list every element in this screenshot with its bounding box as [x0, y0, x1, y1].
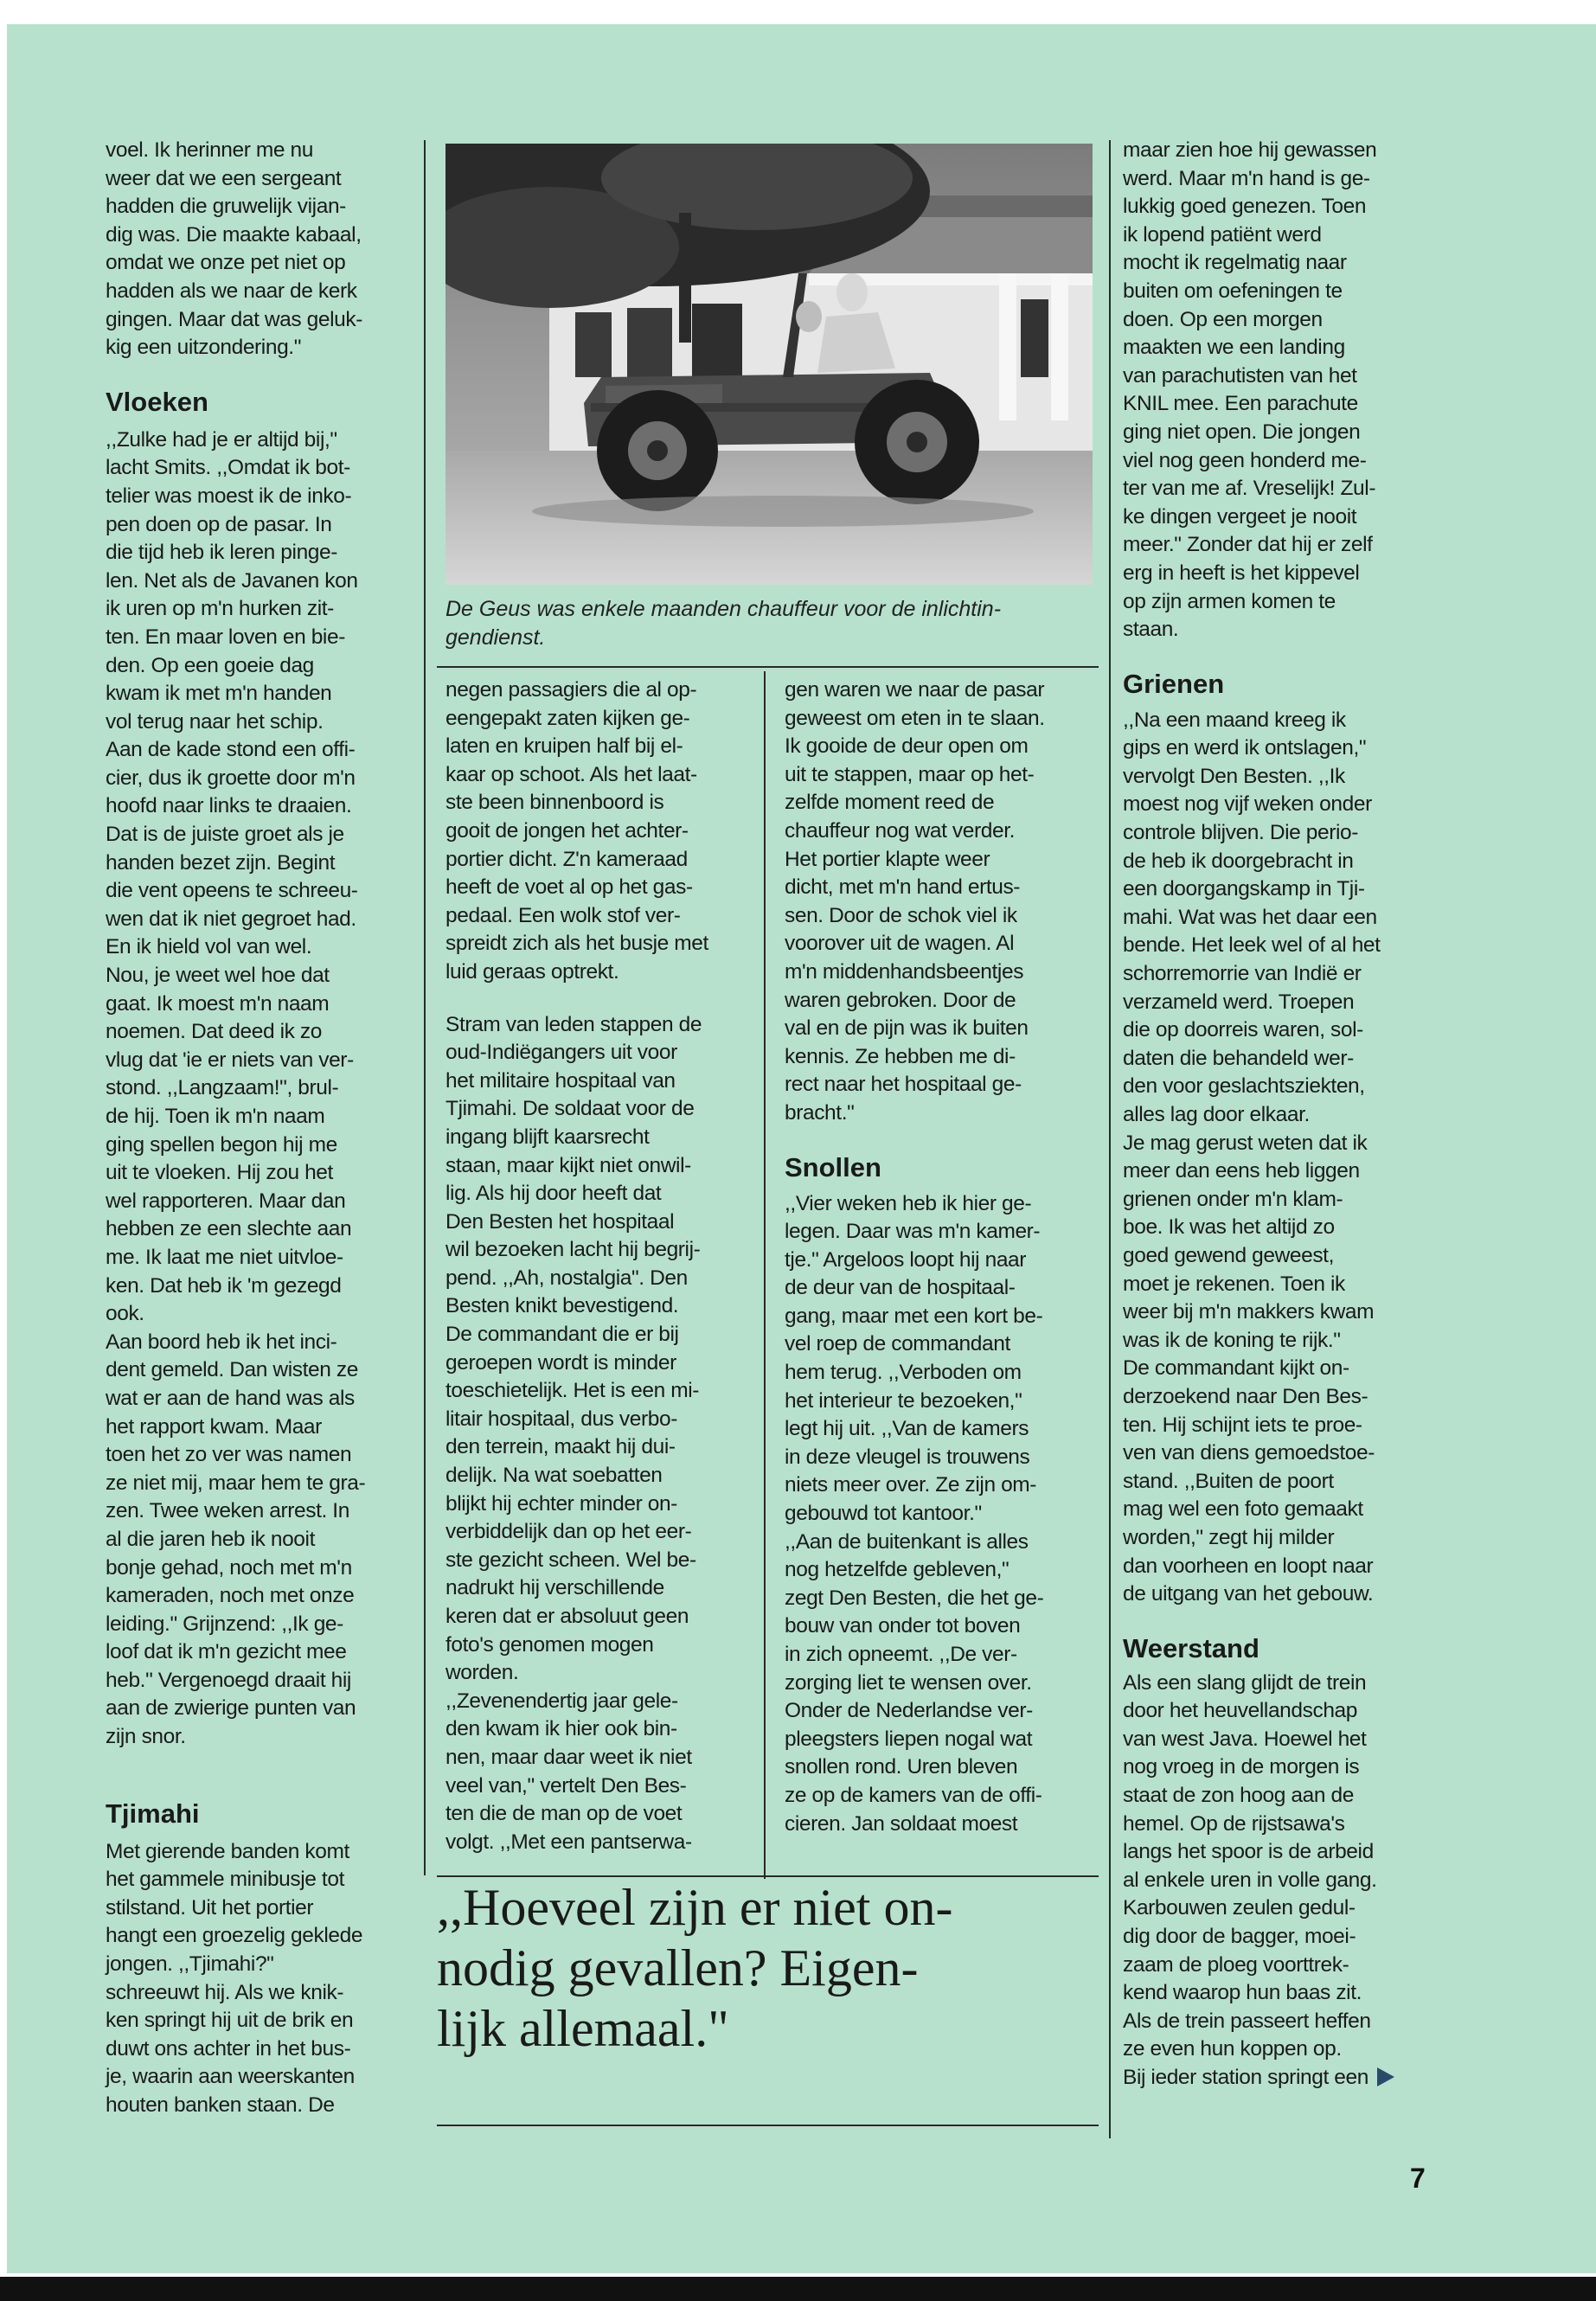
- column-divider-1: [424, 140, 426, 1875]
- col4-last-line-text: Bij ieder station springt een: [1123, 2066, 1368, 2089]
- heading-weerstand: Weerstand: [1123, 1632, 1259, 1663]
- col4-body-text-2: ,,Na een maand kreeg ik gips en werd ik ontslagen," vervolgt Den Besten. ,,Ik moest nog vijf weken onder controle blijven. Die perio- de heb ik doorgebracht in een doorgangskamp in Tji- mahi. Wat was het daar een bende. Het leek wel of al het schorremorrie van Indië er verzameld werd. Troepen die op doorreis waren, sol- daten die behandeld wer- den voor geslachtsziekten, alles lag door elkaar. Je mag gerust weten dat ik meer dan eens heb liggen grienen onder m'n klam- boe. Ik was het altijd zo goed gewend geweest, moet je rekenen. Toen ik weer bij m'n makkers kwam was ik de koning te rijk." De commandant kijkt on- derzoekend naar Den Bes- ten. Hij schijnt iets te proe- ven van diens gemoedstoe- stand. ,,Buiten de poort mag wel een foto gemaakt worden," zegt hij milder dan voorheen en loopt naar de uitgang van het gebouw.: [1123, 708, 1381, 1606]
- col4-body-text-3: Als een slang glijdt de trein door het heuvellandschap van west Java. Hoewel het nog vroeg in de morgen is staat de zon hoog aan de hemel. Op de rijstsawa's langs het spoor is de arbeid al enkele uren in volle gang. Karbouwen zeulen gedul- dig door de bagger, moei- zaam de ploeg voorttrek- kend waarop hun baas zit. Als de trein passeert heffen ze even hun koppen op.: [1123, 1670, 1377, 2061]
- col3-body-text-2: ,,Vier weken heb ik hier ge- legen. Daar was m'n kamer- tje." Argeloos loopt hij naar de deur van de hospitaal- gang, maar met een kort be- vel roep de commandant hem terug. ,,Verboden om het interieur te bezoeken," legt hij uit. ,,Van de kamers in deze vleugel is trouwens niets meer over. Ze zijn om- gebouwd tot kantoor." ,,Aan de buitenkant is alles nog hetzelfde gebleven," zegt Den Besten, die het ge- bouw van onder tot boven in zich opneemt. ,,De ver- zorging liet te wensen over. Onder de Nederlandse ver- pleegsters liepen nogal wat snollen rond. Uren bleven ze op de kamers van de offi- cieren. Jan soldaat moest: [785, 1191, 1044, 1836]
- quote-rule-bottom: [437, 2125, 1099, 2126]
- heading-vloeken: Vloeken: [106, 386, 208, 417]
- continue-arrow-icon: [1377, 2067, 1394, 2086]
- column-2: [445, 676, 759, 1856]
- col1-body-text-2: Met gierende banden komt het gammele minibusje tot stilstand. Uit het portier hangt een groezelig geklede jongen. ,,Tjimahi?" schreeuwt hij. Als we knik- ken springt hij uit de brik en duwt ons achter in het bus- je, waarin aan weerskanten houten banken staan. De: [106, 1839, 363, 2117]
- pull-quote-text: ,,Hoeveel zijn er niet on- nodig gevallen? Eigen- lijk allemaal.": [437, 1879, 953, 2057]
- scan-bottom-edge: [0, 2277, 1596, 2301]
- column-3: [785, 676, 1105, 1838]
- col2-body-text: negen passagiers die al op- eengepakt zaten kijken ge- laten en kruipen half bij el- kaar op schoot. Als het laat- ste been binnenboord is gooit de jongen het achter- portier dicht. Z'n kameraad heeft de voet al op het gas- pedaal. Een wolk stof ver- spreidt zich als het busje met luid geraas optrekt.: [445, 678, 708, 984]
- photo-caption-text: De Geus was enkele maanden chauffeur voor de inlichtin- gendienst.: [445, 597, 1002, 650]
- col1-body-text: ,,Zulke had je er altijd bij," lacht Smits. ,,Omdat ik bot- telier was moest ik de inko- pen doen op de pasar. In die tijd heb ik leren pinge- len. Net als de Javanen kon ik uren op m'n hurken zit- ten. En maar loven en bie- den. Op een goeie dag kwam ik met m'n handen vol terug naar het schip. Aan de kade stond een offi- cier, dus ik groette door m'n hoofd naar links te draaien. Dat is de juiste groet als je handen bezet zijn. Begint die vent opeens te schreeu- wen dat ik niet gegroet had. En ik hield vol van wel. Nou, je weet wel hoe dat gaat. Ik moest m'n naam noemen. Dat deed ik zo vlug dat 'ie er niets van ver- stond. ,,Langzaam!", brul- de hij. Toen ik m'n naam ging spellen begon hij me uit te vloeken. Hij zou het wel rapporteren. Maar dan hebben ze een slechte aan me. Ik laat me niet uitvloe- ken. Dat heb ik 'm gezegd ook. Aan boord heb ik het inci- dent gemeld. Dan wisten ze wat er aan de hand was als het rapport kwam. Maar toen het zo ver was namen ze niet mij, maar hem te gra- zen. Twee weken arrest. In al die jaren heb ik nooit bonje gehad, noch met m'n kameraden, noch met onze leiding." Grijnzend: ,,Ik ge- loof dat ik m'n gezicht mee heb." Vergenoegd draait hij aan de zwierige punten van zijn snor.: [106, 427, 366, 1749]
- column-divider-3: [1109, 140, 1111, 2138]
- pull-quote: [437, 1877, 1103, 2059]
- caption-divider: [437, 666, 1099, 668]
- page-number: 7: [1410, 2163, 1426, 2194]
- col3-body-text: gen waren we naar de pasar geweest om eten in te slaan. Ik gooide de deur open om uit te stappen, maar op het- zelfde moment reed de chauffeur nog wat verder. Het portier klapte weer dicht, met m'n hand ertus- sen. Door de schok viel ik voorover uit de wagen. Al m'n middenhandsbeentjes waren gebroken. Door de val en de pijn was ik buiten kennis. Ze hebben me di- rect naar het hospitaal ge- bracht.": [785, 678, 1045, 1125]
- heading-snollen: Snollen: [785, 1151, 881, 1183]
- jeep-photo-illustration: [445, 144, 1093, 585]
- column-1: [106, 137, 417, 2120]
- col1-intro-text: voel. Ik herinner me nu weer dat we een sergeant hadden die gruwelijk vijan- dig was. Die maakte kabaal, omdat we onze pet niet op hadden als we naar de kerk gingen. Maar dat was geluk- kig een uitzondering.": [106, 138, 362, 360]
- jeep-photo: [445, 144, 1093, 585]
- col4-last-line: [1123, 2064, 1443, 2093]
- heading-grienen: Grienen: [1123, 668, 1225, 699]
- col4-body-text: maar zien hoe hij gewassen werd. Maar m'n hand is ge- lukkig goed genezen. Toen ik lopend patiënt werd mocht ik regelmatig naar buiten om oefeningen te doen. Op een morgen maakten we een landing van parachutisten van het KNIL mee. Een parachute ging niet open. Die jongen viel nog geen honderd me- ter van me af. Vreselijk! Zul- ke dingen vergeet je nooit meer." Zonder dat hij er zelf erg in heeft is het kippevel op zijn armen komen te staan.: [1123, 138, 1377, 642]
- column-4: [1123, 137, 1443, 2093]
- heading-tjimahi: Tjimahi: [106, 1798, 200, 1829]
- column-divider-2: [764, 671, 766, 1879]
- photo-caption: [445, 595, 1103, 652]
- col2-body-text-2: Stram van leden stappen de oud-Indiëgangers uit voor het militaire hospitaal van Tjimahi. De soldaat voor de ingang blijft kaarsrecht staan, maar kijkt niet onwil- lig. Als hij door heeft dat Den Besten het hospitaal wil bezoeken lacht hij begrij- pend. ,,Ah, nostalgia". Den Besten knikt bevestigend. De commandant die er bij geroepen wordt is minder toeschietelijk. Het is een mi- litair hospitaal, dus verbo- den terrein, maakt hij dui- delijk. Na wat soebatten blijkt hij echter minder on- verbiddelijk dan op het eer- ste gezicht scheen. Wel be- nadrukt hij verschillende keren dat er absoluut geen foto's genomen mogen worden. ,,Zevenendertig jaar gele- den kwam ik hier ook bin- nen, maar daar weet ik niet veel van," vertelt Den Bes- ten die de man op de voet volgt. ,,Met een pantserwa-: [445, 1012, 702, 1854]
